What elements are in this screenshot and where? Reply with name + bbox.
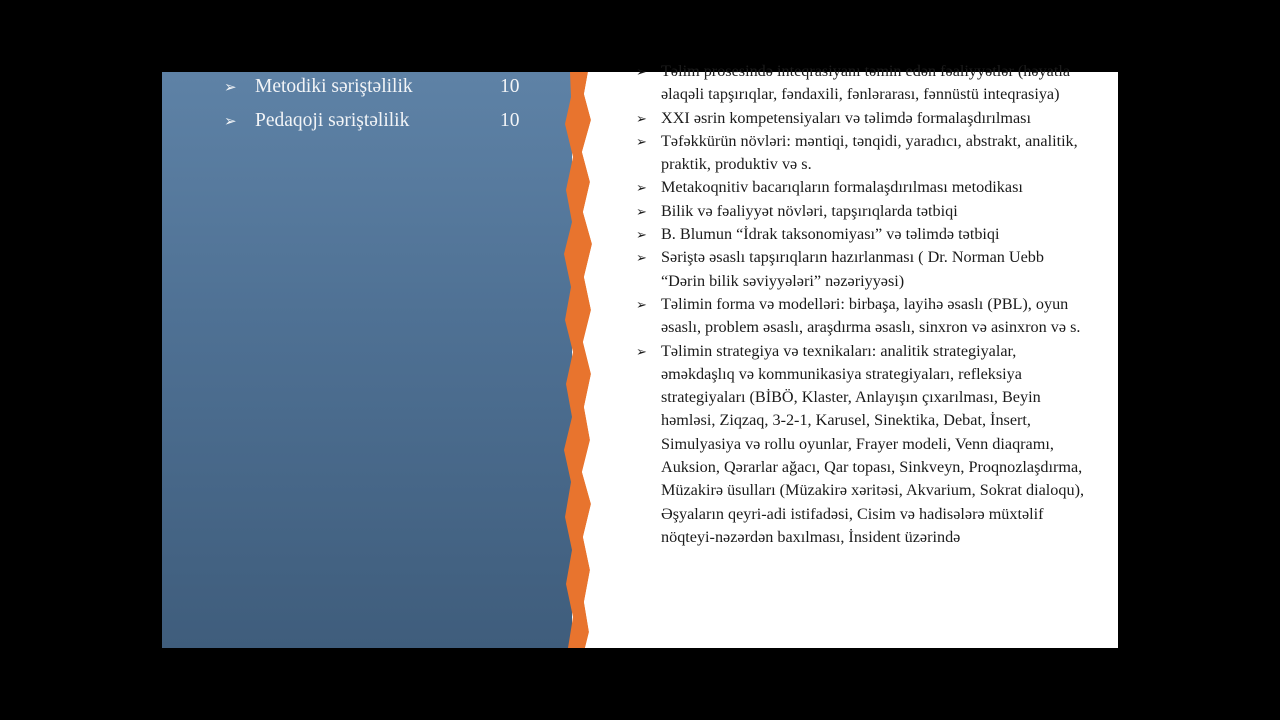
topic-text: Təlim prosesində inteqrasiyanı təmin edən fəaliyyətlər (həyatla əlaqəli tapşırıqlar, fəndaxili, fənlərarası, fənnüstü inteqrasiya) bbox=[661, 62, 1071, 104]
left-list-item bbox=[224, 108, 524, 142]
competency-label: Pedaqoji səriştəlilik bbox=[255, 110, 410, 131]
arrow-bullet-icon: ➢ bbox=[636, 296, 647, 312]
slide bbox=[162, 62, 1118, 648]
arrow-bullet-icon: ➢ bbox=[224, 114, 237, 130]
topic-text: Bilik və fəaliyyət növləri, tapşırıqlarda tətbiqi bbox=[661, 201, 958, 220]
topic-text: B. Blumun “İdrak taksonomiyası” və təlimdə tətbiqi bbox=[661, 225, 1000, 244]
competency-score: 10 bbox=[500, 110, 520, 131]
topic-text: Səriştə əsaslı tapşırıqların hazırlanması ( Dr. Norman Uebb “Dərin bilik səviyyələri” nəzəriyyəsi) bbox=[661, 248, 1044, 290]
left-list bbox=[224, 74, 524, 142]
topic-list-item bbox=[636, 200, 1088, 223]
competency-label: Metodiki səriştəlilik bbox=[255, 76, 413, 97]
arrow-bullet-icon: ➢ bbox=[636, 110, 647, 126]
topic-text: Metakoqnitiv bacarıqların formalaşdırılması metodikası bbox=[661, 178, 1023, 197]
arrow-bullet-icon: ➢ bbox=[224, 80, 237, 96]
topic-text: Təlimin forma və modelləri: birbaşa, layihə əsaslı (PBL), oyun əsaslı, problem əsaslı, araşdırma əsaslı, sinxron və asinxron və s. bbox=[661, 294, 1081, 337]
topic-list-item bbox=[636, 293, 1088, 340]
topic-list-item bbox=[636, 246, 1088, 293]
arrow-bullet-icon: ➢ bbox=[636, 227, 647, 243]
torn-paper-edge bbox=[558, 72, 598, 648]
arrow-bullet-icon: ➢ bbox=[636, 343, 647, 359]
topic-list-item bbox=[636, 107, 1088, 130]
topic-text: XXI əsrin kompetensiyaları və təlimdə formalaşdırılması bbox=[661, 108, 1031, 127]
arrow-bullet-icon: ➢ bbox=[636, 133, 647, 149]
topic-list-item bbox=[636, 340, 1088, 550]
arrow-bullet-icon: ➢ bbox=[636, 250, 647, 266]
arrow-bullet-icon: ➢ bbox=[636, 180, 647, 196]
topic-list-item bbox=[636, 60, 1088, 107]
left-list-item bbox=[224, 74, 524, 108]
topic-text: Təlimin strategiya və texnikaları: analitik strategiyalar, əməkdaşlıq və kommunikasiya strategiyaları, refleksiya strategiyaları (BİBÖ, Klaster, Anlayışın çıxarılması, Beyin həmləsi, Ziqzaq, 3-2-1, Karusel, Sinektika, Debat, İnsert, Simulyasiya və rollu oyunlar, Frayer modeli, Venn diaqramı, Auksion, Qərarlar ağacı, Qar topası, Sinkveyn, Proqnozlaşdırma, Müzakirə üsulları (Müzakirə xəritəsi, Akvarium, Sokrat dialoqu), Əşyaların qeyri-adi istifadəsi, Cisim və hadisələrə müxtəlif nöqteyi-nəzərdən baxılması, İnsident üzərində bbox=[661, 341, 1085, 546]
right-list bbox=[636, 60, 1088, 549]
topic-list-item bbox=[636, 223, 1088, 246]
topic-list-item bbox=[636, 130, 1088, 177]
arrow-bullet-icon: ➢ bbox=[636, 203, 647, 219]
arrow-bullet-icon: ➢ bbox=[636, 64, 647, 79]
topic-list-item bbox=[636, 176, 1088, 199]
topic-text: Təfəkkürün növləri: məntiqi, tənqidi, yaradıcı, abstrakt, analitik, praktik, produktiv və s. bbox=[661, 131, 1078, 174]
left-panel bbox=[162, 72, 572, 648]
competency-score: 10 bbox=[500, 76, 520, 97]
